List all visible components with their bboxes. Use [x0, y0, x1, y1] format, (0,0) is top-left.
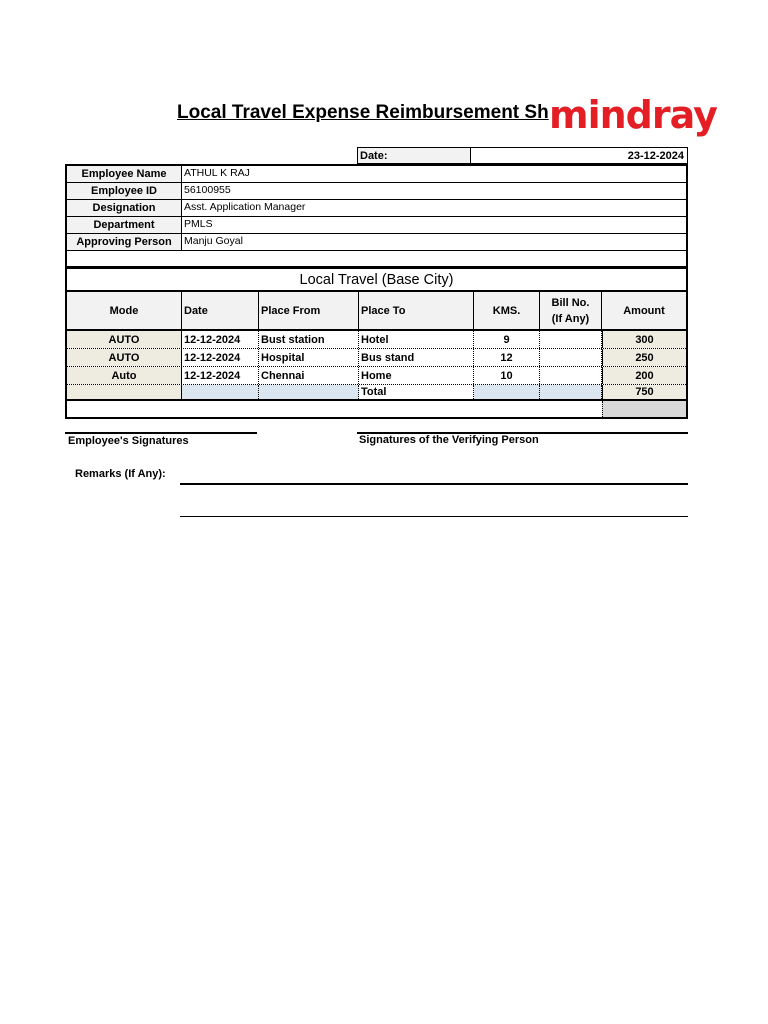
cell-date[interactable]: 12-12-2024: [182, 349, 259, 366]
cell-mode[interactable]: AUTO: [67, 349, 182, 366]
employee-name-value[interactable]: ATHUL K RAJ: [184, 167, 250, 179]
section-title: Local Travel (Base City): [65, 267, 688, 291]
cell-place-to[interactable]: Hotel: [359, 331, 474, 348]
department-row: [67, 217, 686, 234]
employee-signature-label: Employee's Signatures: [68, 435, 189, 447]
footer-blank: [67, 401, 602, 417]
approving-person-row: [67, 234, 686, 251]
cell-kms[interactable]: 12: [474, 349, 540, 366]
total-blank-bill: [540, 385, 602, 399]
total-blank-mode: [67, 385, 182, 399]
cell-bill-no[interactable]: [540, 367, 602, 384]
cell-kms[interactable]: 9: [474, 331, 540, 348]
cell-date[interactable]: 12-12-2024: [182, 367, 259, 384]
cell-bill-no[interactable]: [540, 331, 602, 348]
cell-amount[interactable]: 250: [602, 349, 686, 366]
col-kms: KMS.: [474, 292, 540, 329]
mindray-logo: mindray: [549, 93, 717, 137]
col-bill-no-line1: Bill No.: [551, 296, 590, 309]
col-date: Date: [182, 292, 259, 329]
table-row: [67, 349, 686, 367]
document-title: Local Travel Expense Reimbursement Sh: [177, 102, 549, 123]
designation-row: [67, 200, 686, 217]
blank-row: [67, 251, 686, 268]
cell-place-from[interactable]: Chennai: [259, 367, 359, 384]
cell-bill-no[interactable]: [540, 349, 602, 366]
employee-name-row: [67, 166, 686, 183]
employee-info-table: [65, 164, 688, 268]
approving-person-value[interactable]: Manju Goyal: [184, 235, 243, 247]
department-label: Department: [67, 217, 182, 233]
footer-shaded-cell: [602, 401, 686, 417]
col-mode: Mode: [67, 292, 182, 329]
total-row: [67, 385, 686, 401]
col-bill-no: [540, 292, 602, 329]
cell-mode[interactable]: Auto: [67, 367, 182, 384]
designation-value[interactable]: Asst. Application Manager: [184, 201, 306, 213]
col-place-to: Place To: [359, 292, 474, 329]
cell-place-to[interactable]: Home: [359, 367, 474, 384]
department-value[interactable]: PMLS: [184, 218, 213, 230]
remarks-label: Remarks (If Any):: [75, 468, 166, 480]
table-row: [67, 331, 686, 349]
total-amount: 750: [602, 385, 686, 399]
cell-place-to[interactable]: Bus stand: [359, 349, 474, 366]
cell-kms[interactable]: 10: [474, 367, 540, 384]
col-bill-no-line2: (If Any): [551, 312, 590, 325]
employee-id-row: [67, 183, 686, 200]
designation-label: Designation: [67, 200, 182, 216]
remarks-line-1[interactable]: [180, 483, 688, 485]
cell-place-from[interactable]: Hospital: [259, 349, 359, 366]
col-amount: Amount: [623, 304, 665, 317]
total-blank-from: [259, 385, 359, 399]
cell-date[interactable]: 12-12-2024: [182, 331, 259, 348]
cell-amount[interactable]: 300: [602, 331, 686, 348]
date-label: Date:: [357, 147, 471, 164]
date-value[interactable]: 23-12-2024: [471, 147, 688, 164]
total-label: Total: [359, 385, 474, 399]
travel-table: [65, 290, 688, 419]
cell-place-from[interactable]: Bust station: [259, 331, 359, 348]
verifier-signature-label: Signatures of the Verifying Person: [359, 434, 539, 446]
employee-signature-line: [65, 432, 257, 434]
table-row: [67, 367, 686, 385]
remarks-line-2[interactable]: [180, 516, 688, 517]
cell-mode[interactable]: AUTO: [67, 331, 182, 348]
total-blank-kms: [474, 385, 540, 399]
employee-id-value[interactable]: 56100955: [184, 184, 231, 196]
col-place-from: Place From: [259, 292, 359, 329]
employee-id-label: Employee ID: [67, 183, 182, 199]
cell-amount[interactable]: 200: [602, 367, 686, 384]
employee-name-label: Employee Name: [67, 166, 182, 182]
footer-row: [67, 401, 686, 417]
table-header: [67, 292, 686, 331]
approving-person-label: Approving Person: [67, 234, 182, 250]
total-blank-date: [182, 385, 259, 399]
